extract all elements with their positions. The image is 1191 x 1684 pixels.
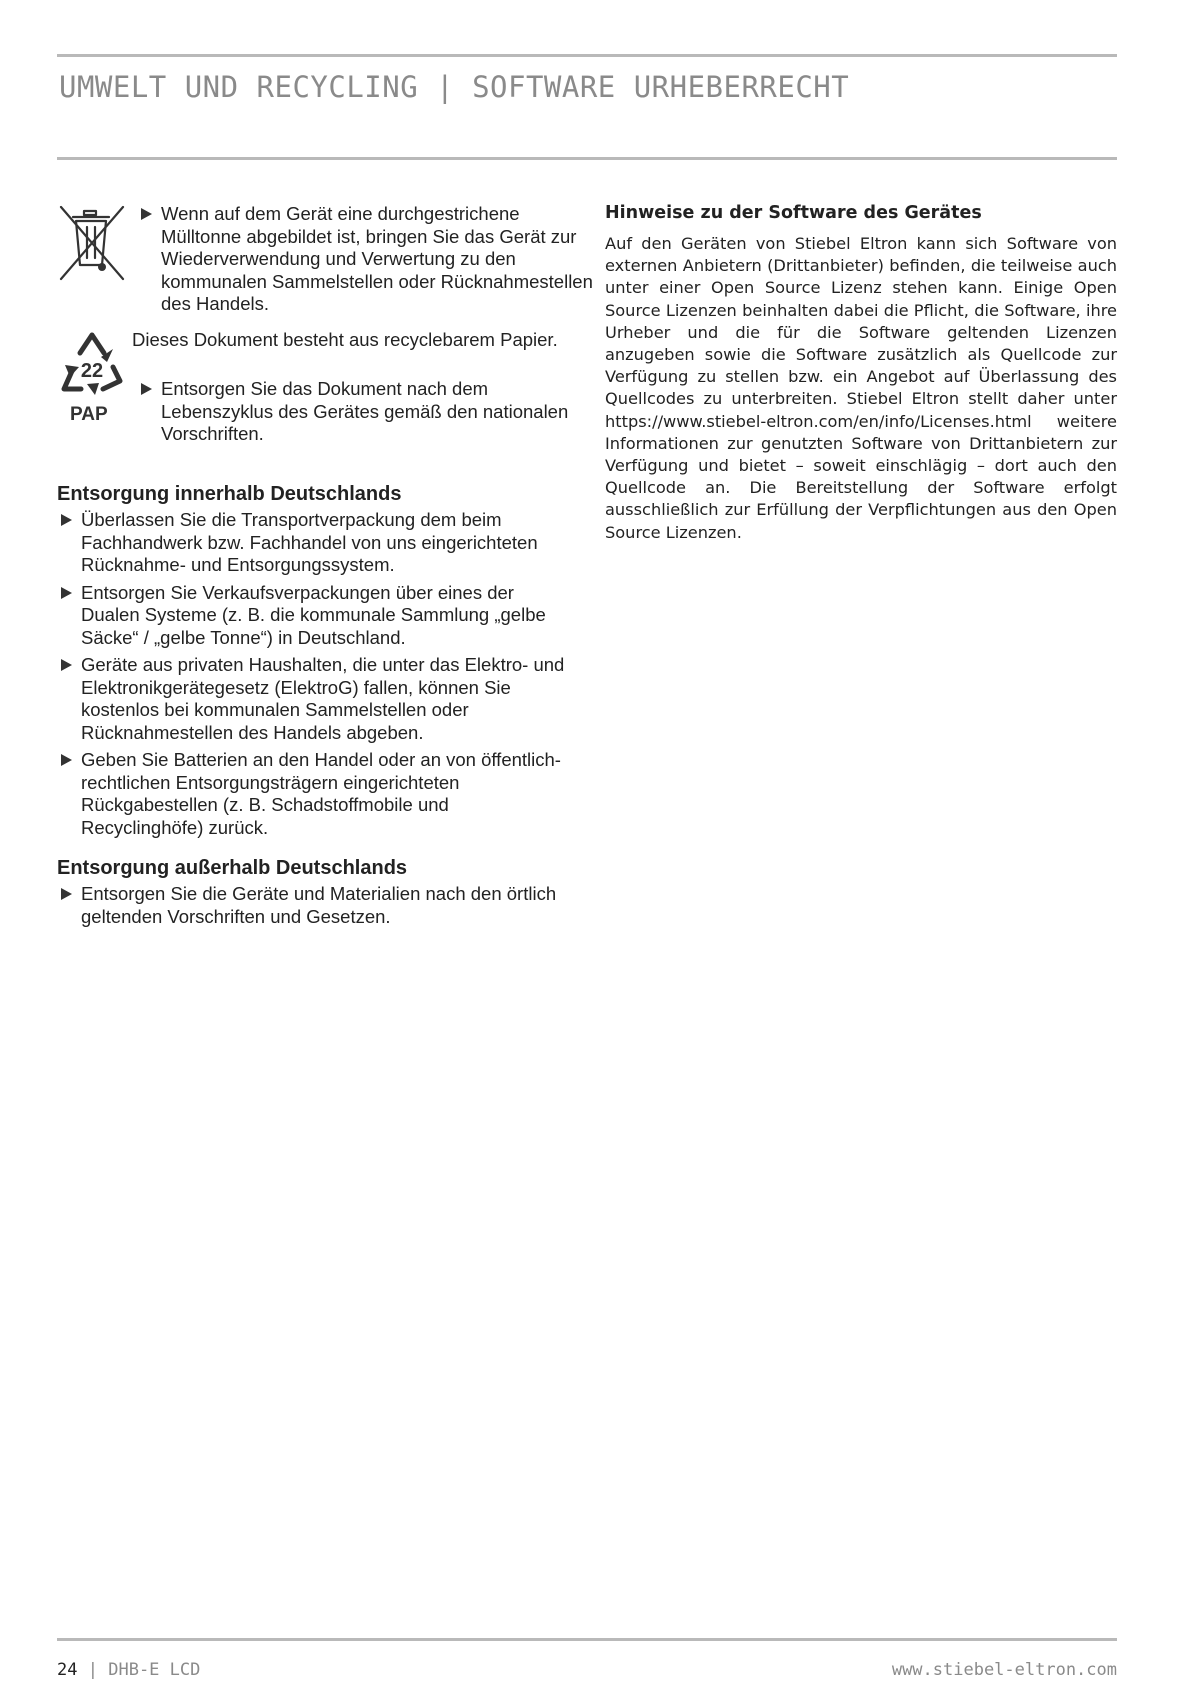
recycling-arrows-icon — [57, 329, 127, 399]
list-item — [57, 582, 572, 650]
software-text: Auf den Geräten von Stiebel Eltron kann sich Software von externen Anbietern (Drittanbieter) befinden, die teilweise auch unter einer Open Source Lizenz stehen kann. Einige Open Source Lizenzen beinhalten dabei die Pflicht, die Software, ihre Urheber und die für die Software geltenden Lizenzen anzugeben sowie die Software zusätzlich als Quellcode zur Verfügung zu stellen bzw. ein Angebot auf Überlassung des Quellcodes zu unterbreiten. Stiebel Eltron stellt daher unter https://www.stiebel-eltron.com/en/info/Licenses.html weitere Informationen zur genutzten Software von Drittanbietern zur Verfügung und bietet – soweit einschlägig – dort auch den Quellcode an. Die Bereitstellung der Software erfolgt ausschließlich zur Erfüllung der Verpflichtungen aus den Open Source Lizenzen. — [605, 234, 1117, 542]
page-footer — [57, 1660, 1117, 1680]
list-item-text: Entsorgen Sie Verkaufsverpackungen über eines der Dualen Systeme (z. B. die kommunale Sammlung „gelbe Säcke“ / „gelbe Tonne“) in Deutschland. — [81, 581, 546, 648]
page-number: 24 — [57, 1660, 78, 1680]
footer-document-code: DHB-E LCD — [108, 1660, 201, 1680]
pap-recycling-notice — [57, 329, 572, 469]
bullet-arrow-icon — [141, 383, 152, 395]
bullet-arrow-icon — [141, 208, 152, 220]
recycling-code-label: PAP — [70, 404, 108, 425]
pap-bullet-text: Entsorgen Sie das Dokument nach dem Lebenszyklus des Gerätes gemäß den nationalen Vorschriften. — [161, 378, 569, 444]
header-bottom-rule — [57, 157, 1117, 160]
left-column — [57, 203, 593, 933]
list-item — [57, 883, 572, 928]
software-heading: Hinweise zu der Software des Gerätes — [605, 203, 982, 223]
page-header-title: UMWELT UND RECYCLING | SOFTWARE URHEBERRECHT — [59, 70, 850, 104]
footer-separator: | — [87, 1660, 98, 1680]
weee-text — [137, 203, 596, 316]
weee-text-content: Wenn auf dem Gerät eine durchgestrichene Mülltonne abgebildet ist, bringen Sie das Gerät zur Wiederverwendung und Verwertung zu den kommunalen Sammelstellen oder Rücknahmestellen des Handels. — [161, 203, 593, 314]
recycling-code-number: 22 — [80, 360, 104, 382]
list-item — [57, 749, 572, 839]
list-item-text: Entsorgen Sie die Geräte und Materialien nach den örtlich geltenden Vorschriften und Gesetzen. — [81, 883, 557, 927]
inside-germany-heading: Entsorgung innerhalb Deutschlands — [57, 483, 402, 505]
footer-website-url: www.stiebel-eltron.com — [891, 1660, 1117, 1680]
right-column — [605, 203, 1117, 544]
list-item-text: Geben Sie Batterien an den Handel oder an von öffentlich-rechtlichen Entsorgungsträgern eingerichteten Rückgabestellen (z. B. Schadstoffmobile und Recyclinghöfe) zurück. — [81, 749, 561, 838]
outside-germany-heading: Entsorgung außerhalb Deutschlands — [57, 857, 408, 879]
pap-text: Dieses Dokument besteht aus recyclebarem Papier. — [132, 329, 558, 350]
bullet-arrow-icon — [61, 888, 72, 900]
crossed-out-wheelie-bin-icon — [57, 203, 127, 283]
header-top-rule — [57, 54, 1117, 57]
list-item-text: Überlassen Sie die Transportverpackung dem beim Fachhandwerk bzw. Fachhandel von uns eingerichteten Rücknahme- und Entsorgungssystem. — [81, 509, 538, 575]
list-item — [57, 654, 572, 744]
bullet-arrow-icon — [61, 587, 72, 599]
weee-notice — [57, 203, 593, 323]
list-item-text: Geräte aus privaten Haushalten, die unter das Elektro- und Elektronikgerätegesetz (ElektroG) fallen, können Sie kostenlos bei kommunalen Sammelstellen oder Rücknahmestellen des Handels abgeben. — [81, 654, 565, 743]
bullet-arrow-icon — [61, 659, 72, 671]
bullet-arrow-icon — [61, 514, 72, 526]
pap-bullet — [137, 378, 596, 446]
footer-rule — [57, 1638, 1117, 1641]
bullet-arrow-icon — [61, 754, 72, 766]
list-item — [57, 509, 572, 577]
